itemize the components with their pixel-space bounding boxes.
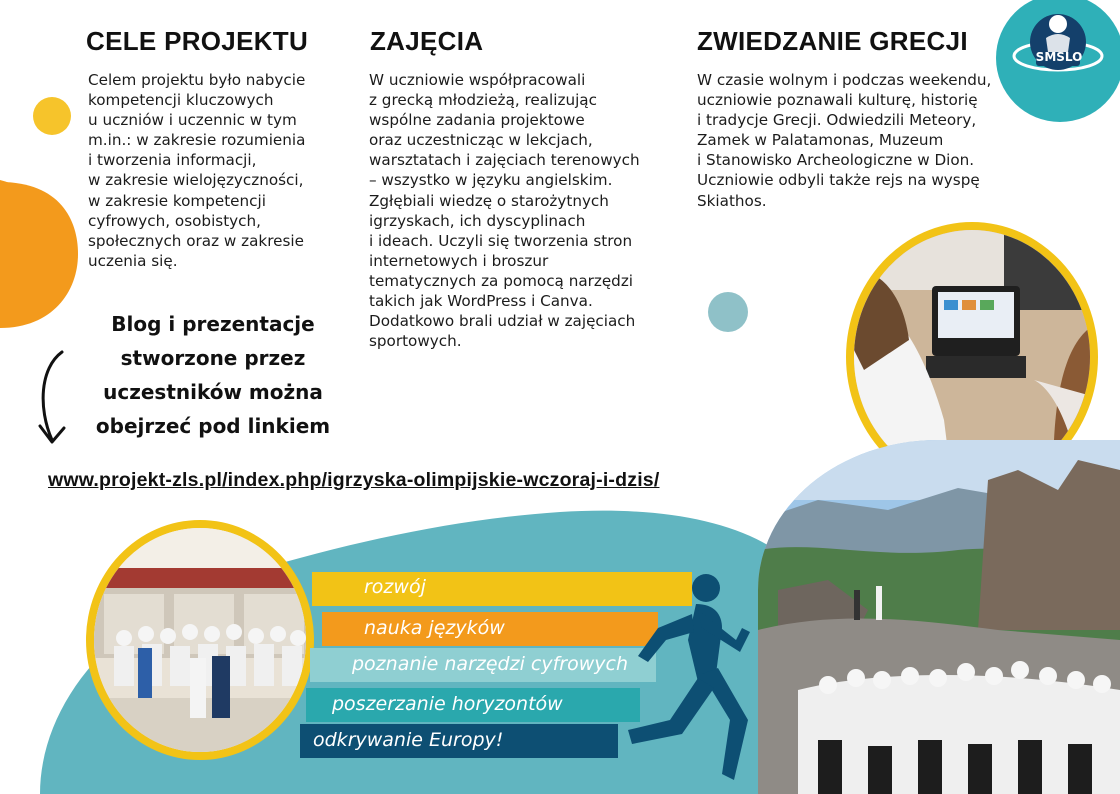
- classes-line: internetowych i broszur: [369, 251, 549, 270]
- goals-line: uczenia się.: [88, 251, 178, 270]
- goals-line: w zakresie wielojęzyczności,: [88, 171, 304, 190]
- goals-line: u uczniów i uczennic w tym: [88, 111, 297, 130]
- band-nauka-label: nauka języków: [364, 617, 505, 639]
- band-europa-label: odkrywanie Europy!: [313, 729, 504, 751]
- meteora-photo-image: [758, 440, 1120, 794]
- classes-title: ZAJĘCIA: [370, 26, 484, 56]
- classes-line: tematycznych za pomocą narzędzi: [369, 271, 634, 290]
- goals-line: cyfrowych, osobistych,: [88, 211, 261, 230]
- sightseeing-line: i Stanowisko Archeologiczne w Dion.: [697, 151, 975, 170]
- sightseeing-line: i tradycje Grecji. Odwiedzili Meteory,: [697, 111, 977, 130]
- yellow-dot: [33, 97, 71, 135]
- goals-line: społecznych oraz w zakresie: [88, 231, 304, 250]
- sightseeing-title: ZWIEDZANIE GRECJI: [697, 26, 968, 56]
- band-narzedzia-label: poznanie narzędzi cyfrowych: [352, 653, 628, 675]
- sightseeing-line: Uczniowie odbyli także rejs na wyspę: [697, 171, 980, 190]
- curved-arrow-icon: [30, 348, 80, 448]
- blog-note: [88, 307, 338, 443]
- group-photo: [86, 520, 314, 760]
- sightseeing-line: Zamek w Palatamonas, Muzeum: [697, 131, 944, 150]
- blog-line: stworzone przez: [120, 346, 306, 370]
- goals-line: Celem projektu było nabycie: [88, 71, 306, 89]
- classes-line: takich jak WordPress i Canva.: [369, 292, 593, 311]
- classes-line: wspólne zadania projektowe: [369, 111, 585, 130]
- classes-line: W uczniowie współpracowali: [369, 71, 586, 89]
- classes-line: i ideach. Uczyli się tworzenia stron: [369, 231, 633, 250]
- classes-line: Zgłębiali wiedzę o starożytnych: [369, 191, 609, 210]
- meteora-photo: [758, 440, 1120, 794]
- blog-line: obejrzeć pod linkiem: [95, 414, 331, 438]
- goals-line: kompetencji kluczowych: [88, 91, 274, 110]
- classes-line: sportowych.: [369, 332, 462, 351]
- sightseeing-text: [697, 70, 991, 211]
- logo-badge: [996, 0, 1120, 122]
- teal-dot: [708, 292, 748, 332]
- sightseeing-line: W czasie wolnym i podczas weekendu,: [697, 71, 992, 89]
- project-link[interactable]: www.projekt-zls.pl/index.php/igrzyska-olimpijskie-wczoraj-i-dzis/: [48, 469, 660, 491]
- sightseeing-line: uczniowie poznawali kulturę, historię: [697, 91, 978, 110]
- classes-line: warsztatach i zajęciach terenowych: [369, 151, 640, 170]
- classes-line: oraz uczestnicząc w lekcjach,: [369, 131, 593, 150]
- classes-line: z grecką młodzieżą, realizując: [369, 91, 597, 110]
- goals-line: m.in.: w zakresie rozumienia: [88, 131, 306, 150]
- goals-text: [88, 70, 305, 271]
- goals-line: w zakresie kompetencji: [88, 191, 266, 210]
- goals-title: CELE PROJEKTU: [86, 26, 309, 56]
- band-rozwoj-label: rozwój: [364, 576, 426, 598]
- runner-silhouette-icon: [618, 570, 758, 790]
- classes-line: Dodatkowo brali udział w zajęciach: [369, 312, 636, 331]
- logo-text: SMSLO: [1035, 50, 1083, 64]
- band-horyzonty-label: poszerzanie horyzontów: [332, 693, 563, 715]
- orange-half-circle-fill: [0, 182, 78, 328]
- sightseeing-line: Skiathos.: [697, 191, 767, 210]
- goals-line: i tworzenia informacji,: [88, 151, 257, 170]
- blog-line: uczestników można: [103, 380, 323, 404]
- blog-line: Blog i prezentacje: [111, 312, 315, 336]
- classes-line: igrzyskach, ich dyscyplinach: [369, 211, 586, 230]
- classes-text: [369, 70, 640, 351]
- classes-line: – wszystko w języku angielskim.: [369, 171, 613, 190]
